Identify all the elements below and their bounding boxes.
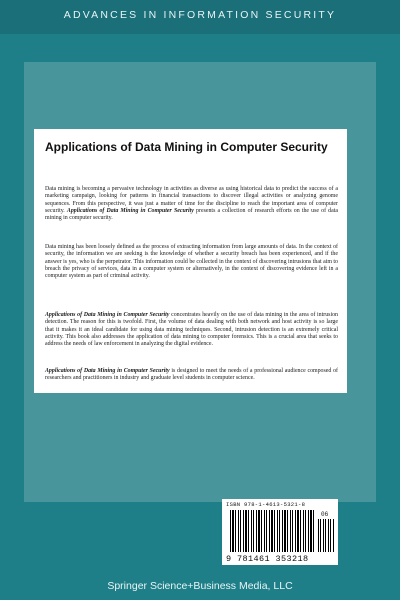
paragraph-3-book-title: Applications of Data Mining in Computer Security [45, 312, 170, 318]
barcode-bars [230, 510, 314, 552]
ean-number: 9 781461 353218 [226, 554, 309, 564]
series-title: ADVANCES IN INFORMATION SECURITY [63, 9, 337, 21]
paragraph-1-tail: presents a collection of research efforts on the use of data mining in computer security. [45, 207, 338, 222]
paragraph-4-book-title: Applications of Data Mining in Computer Security [45, 368, 170, 374]
paragraph-1-text: Data mining is becoming a pervasive technology in activities as diverse as using historical data to predict the success of a marketing campaign, looking for patterns in financial transactions to discover illegal activities or analyzing genome sequences. From this perspective, it was just a matter of time for the discipline to reach the important area of computer security. [45, 186, 338, 214]
paragraph-1-book-title: Applications of Data Mining in Computer Security [66, 207, 194, 214]
paragraph-4-text: is designed to meet the needs of a professional audience composed of researchers and practitioners in industry and graduate level students in computer science. [45, 368, 338, 382]
paragraph-2: Data mining has been loosely defined as the process of extracting information from large amounts of data. In the context of security, the information we are seeking is the knowledge of whether a security breach has been experienced, and if the answer is yes, who is the perpetrator. This information could be collected in the context of discovering intrusions that aim to breach the privacy of services, data in a computer system or alternatively, in the context of discovering evidence left in a computer system as part of criminal activity. [45, 244, 338, 280]
barcode [222, 499, 338, 565]
paragraph-1 [45, 186, 338, 222]
barcode-addon: 06 [321, 511, 329, 518]
paragraph-4 [45, 368, 338, 383]
barcode-addon-bars [318, 519, 334, 552]
publisher-name: Springer Science+Business Media, LLC [107, 580, 293, 592]
book-title: Applications of Data Mining in Computer Security [45, 140, 328, 154]
paragraph-3-text: concentrates heavily on the use of data mining in the area of intrusion detection. The reason for this is twofold. First, the volume of data dealing with both network and host activity is so large that it makes it an ideal candidate for using data mining techniques. Second, intrusion detection is an extremely critical activity. This book also addresses the application of data mining to computer forensics. This is a crucial area that seeks to address the needs of law enforcement in analyzing the digital evidence. [45, 312, 338, 348]
isbn-number: ISBN 978-1-4613-5321-8 [226, 501, 306, 508]
paragraph-3 [45, 312, 338, 348]
